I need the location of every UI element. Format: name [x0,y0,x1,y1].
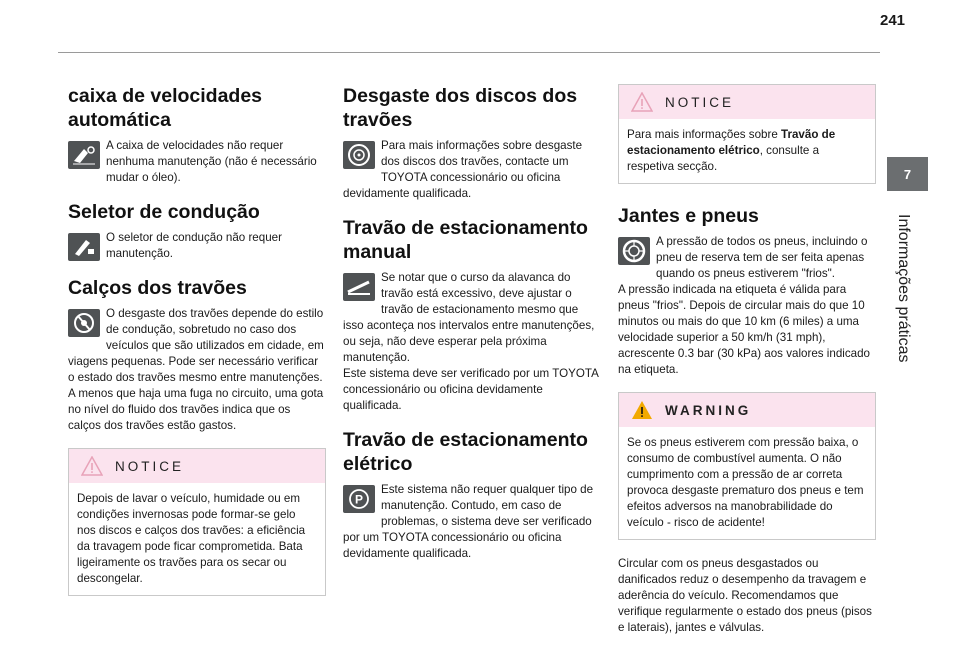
section-title [343,428,601,476]
gearbox-text: A caixa de velocidades não requer nenhuma manutenção (não é necessário mudar o óleo). [106,139,317,184]
brake-pad-icon [68,309,100,337]
section-title: Calços dos travões [68,277,247,299]
section-gearbox [68,84,326,186]
wheels-paragraph [618,234,876,378]
manual-brake-text-1: Se notar que o curso da alavanca do travão está excessivo, deve ajustar o travão de estacionamento mesmo que isso aconteça nos intervalos entre manutenções, ou seja, não deve esperar pela próxima manutenção. [343,271,595,364]
title-line: automática [68,109,171,131]
brake-discs-text: Para mais informações sobre desgaste dos discos dos travões, contacte um TOYOTA concessionário ou oficina devidamente qualificada. [343,139,583,200]
warning-triangle-icon [81,456,103,476]
notice-text [619,119,875,183]
brake-disc-icon [343,141,375,169]
section-selector [68,200,326,262]
notice-header [619,85,875,119]
wheels-text-1: A pressão de todos os pneus, incluindo o pneu de reserva tem de ser feita apenas quando os pneus estiverem "frios". [656,235,868,280]
electric-parking-brake-icon [343,485,375,513]
notice-text-part: Para mais informações sobre [627,128,782,141]
electric-brake-text: Este sistema não requer qualquer tipo de manutenção. Contudo, em caso de problemas, o sistema deve ser verificado por um TOYOTA concessionário ou oficina devidamente qualificada. [343,483,594,560]
selector-text: O seletor de condução não requer manutenção. [106,231,282,260]
column-1 [68,84,326,612]
warning-triangle-icon [631,92,653,112]
warning-text: Se os pneus estiverem com pressão baixa, o consumo de combustível aumenta. O não cumprimento com a pressão de ar correta provoca desgaste prematuro dos pneus e tem efeitos adversos na manobrabilidade do veículo - risco de acidente! [627,436,864,529]
section-title [343,216,601,264]
brake-pads-text-2: A menos que haja uma fuga no circuito, uma gota no nível do fluido dos travões indica que os calços dos travões estão gastos. [68,387,324,432]
warning-header [619,393,875,427]
warning-label: WARNING [665,402,752,418]
title-line: Desgaste dos discos dos [343,85,578,107]
section-title [343,84,601,132]
electric-brake-paragraph [343,482,601,562]
section-brake-pads [68,276,326,434]
column-3 [618,84,876,636]
notice-text-part: , consulte a respetiva secção. [627,144,820,173]
section-manual-parking-brake [343,216,601,414]
notice-box [618,84,876,184]
header-divider [58,52,880,53]
manual-brake-text-2: Este sistema deve ser verificado por um TOYOTA concessionário ou oficina devidamente qualificada. [343,367,599,412]
notice-label: NOTICE [115,458,185,474]
warning-box [618,392,876,540]
title-line: elétrico [343,453,413,475]
notice-header [69,449,325,483]
svg-text:P: P [354,492,364,507]
notice-text: Depois de lavar o veículo, humidade ou em condições invernosas pode formar-se gelo nos discos e calços dos travões: a eficiência da travagem pode ficar comprometida. Bata ligeiramente os travões para os secar ou descongelar. [77,492,306,585]
brake-pads-paragraph [68,306,326,434]
title-line: Travão de estacionamento [343,217,588,239]
hand-brake-icon [343,273,375,301]
wheels-text-2: A pressão indicada na etiqueta é válida para pneus "frios". Depois de circular mais do que 10 minutos ou mais do que 10 km (6 miles) a uma velocidade superior a 50 km/h (31 mph), acrescente 0.3 bar (30 kPa) aos valores indicado na etiqueta. [618,283,870,376]
selector-paragraph [68,230,326,262]
title-line: Travão de estacionamento [343,429,588,451]
manual-brake-paragraph [343,270,601,414]
page-number: 241 [880,12,906,29]
chapter-title-wrap [894,214,914,374]
section-title: Jantes e pneus [618,205,759,227]
gearbox-icon [68,141,100,169]
warning-triangle-icon [631,400,653,420]
closing-paragraph: Circular com os pneus desgastados ou danificados reduz o desempenho da travagem e aderência do veículo. Recomendamos que verifique regularmente o estado dos pneus (pisos e laterais), jantes e válvulas. [618,557,872,634]
section-brake-discs [343,84,601,202]
title-line: caixa de velocidades [68,85,263,107]
notice-box [68,448,326,596]
section-wheels-tyres [618,204,876,378]
selector-icon [68,233,100,261]
gearbox-paragraph [68,138,326,186]
section-title [68,84,326,132]
chapter-title: Informações práticas [895,214,912,363]
title-line: manual [343,241,412,263]
brake-discs-paragraph [343,138,601,202]
tyre-icon [618,237,650,265]
title-line: travões [343,109,413,131]
brake-pads-text-1: O desgaste dos travões depende do estilo de condução, sobretudo no caso dos veículos que são utilizados em cidade, em viagens pequenas. Pode ser necessário verificar o estado dos travões mesmo entre manutenções. [68,307,324,384]
section-electric-parking-brake [343,428,601,562]
chapter-tab[interactable]: 7 [887,157,928,191]
section-title: Seletor de condução [68,201,260,223]
notice-text-bold: Travão de estacionamento elétrico [627,128,836,157]
notice-label: NOTICE [665,94,735,110]
column-2 [343,84,601,576]
